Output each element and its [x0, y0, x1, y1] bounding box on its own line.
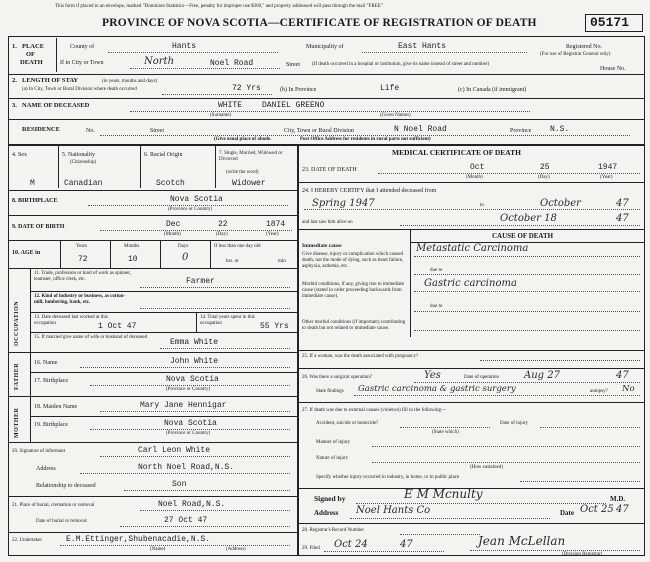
dob-day-caption: (Day) — [216, 232, 228, 237]
burial-date-label: Date of burial or removal — [36, 519, 87, 524]
attended-to: October — [540, 198, 581, 209]
deceased-num: 3. — [12, 102, 17, 109]
undertaker-value: E.M.Ettinger,Shubenacadie,N.S. — [66, 535, 211, 544]
father-side-label: FATHER — [14, 362, 20, 390]
trade-value: Farmer — [186, 277, 215, 286]
death-year: 1947 — [598, 163, 618, 172]
marital-label: 7. Single, Married, Widowed or Divorced — [219, 151, 283, 162]
mother-birthplace-label: 19. Birthplace — [34, 422, 68, 428]
op-date-label: Date of operation — [464, 375, 499, 380]
sex-label: 4. Sex — [12, 152, 27, 158]
stay-line-a: (a) In City, Town or Rural Division where death occurred — [22, 87, 137, 92]
age-days: 0 — [182, 252, 189, 263]
residence-note-left: (Give usual place of abode. — [214, 137, 272, 142]
place-label-2: OF — [26, 51, 36, 58]
surgery-value: Yes — [424, 370, 441, 381]
postal-notice: This form if placed in an envelope, marked "Dominion Statistics—Free, penalty for improper use $300," and property addressed will pass through the mail "FREE" — [55, 4, 383, 9]
place-note: (If death occurred in a hospital or institution, give its name instead of street and number) — [312, 62, 490, 67]
specify-label: Specify whether injury occurred in industry, in home, or in public place — [316, 475, 460, 480]
last-saw-year: 47 — [616, 213, 629, 224]
residence-province-value: N.S. — [550, 125, 570, 134]
informant-sig: Carl Leon White — [138, 446, 211, 455]
accident-label: Accident, suicide or homicide? — [316, 421, 379, 426]
undertaker-name-caption: (Name) — [150, 547, 166, 552]
surgery-label: 26. Was there a surgical operation? — [302, 375, 372, 380]
dob-label: 9. DATE OF BIRTH — [12, 224, 65, 230]
external-label: 27. If death was due to external causes (violence) fill in the following— — [302, 408, 446, 413]
municipality-value: East Hants — [398, 42, 447, 51]
age-years: 72 — [78, 255, 88, 264]
certificate-title: PROVINCE OF NOVA SCOTIA—CERTIFICATE OF REGISTRATION OF DEATH — [102, 17, 537, 29]
nature-note: (How sustained) — [470, 465, 503, 470]
age-hrs-label: hrs. or — [226, 259, 239, 264]
signer-address-label: Address — [314, 509, 339, 517]
county-value: Hants — [172, 42, 197, 51]
informant-relation: Son — [172, 480, 187, 489]
undertaker-label: 22. Undertaker — [12, 538, 42, 543]
father-birthplace-label: 17. Birthplace — [34, 378, 68, 384]
marital-value: Widower — [232, 179, 266, 188]
mother-side-label: MOTHER — [14, 407, 20, 438]
last-saw-label: and last saw him alive on — [302, 220, 353, 225]
father-name-label: 16. Name — [34, 360, 58, 366]
filed-year: 47 — [400, 539, 413, 550]
residence-city-label: City, Town or Rural Division — [284, 128, 354, 134]
registered-no-note: (For use of Registrar General only) — [540, 52, 611, 57]
attended-from: Spring 1947 — [312, 198, 375, 209]
signer-date: Oct 25 — [580, 504, 614, 515]
birthplace-label: 8. BIRTHPLACE — [12, 198, 58, 204]
father-birthplace-note: (Province or Country) — [166, 387, 211, 392]
residence-street-label: Street — [150, 128, 164, 134]
racial-value: Scotch — [156, 179, 185, 188]
informant-sig-label: 20. Signature of informant — [12, 449, 66, 454]
certificate-number: 05171 — [590, 15, 630, 30]
nationality-label: 5. Nationality — [62, 152, 95, 158]
birthplace-note: (Province or Country) — [168, 207, 213, 212]
manner-label: Manner of injury — [316, 440, 351, 445]
cause-heading: CAUSE OF DEATH — [492, 232, 554, 240]
certify-label: 24. I HEREBY CERTIFY that I attended deceased from — [302, 188, 437, 194]
father-birthplace: Nova Scotia — [166, 375, 219, 384]
registrar-signature: Jean McLellan — [478, 534, 566, 548]
total-years-label: 14. Total years spent in this occupation — [200, 315, 255, 326]
division-registrar-caption: (Division Registrar) — [562, 552, 603, 557]
signer-date-label: Date — [560, 509, 574, 517]
age-lessday-label: If less than one day old — [214, 244, 261, 249]
given-caption: (Given Names) — [380, 113, 411, 118]
street-value: Noel Road — [210, 59, 254, 68]
county-label: County of — [70, 44, 95, 50]
death-year-caption: (Year) — [600, 175, 613, 180]
filed-date: Oct 24 — [334, 539, 368, 550]
marital-note: (write the word) — [226, 170, 259, 175]
dob-month-caption: (Month) — [164, 232, 181, 237]
immediate-note: Give disease, injury or complication which caused death, not the mode of dying, such as heart failure, asphyxia, asthenia, etc. — [302, 252, 404, 269]
birthplace-value: Nova Scotia — [170, 195, 223, 204]
place-label-3: DEATH — [20, 59, 43, 66]
filed-label: 29. Filed — [302, 546, 320, 551]
op-year: 47 — [616, 370, 629, 381]
mother-maiden: Mary Jane Hennigar — [140, 401, 227, 410]
stay-label: LENGTH OF STAY — [22, 77, 79, 84]
spouse-value: Emma White — [170, 338, 219, 347]
other-label: Other morbid conditions (if important) contributing to death but not related to immediate cause. — [302, 320, 406, 331]
mother-birthplace-note: (Province or Country) — [166, 431, 211, 436]
death-date-label: 23. DATE OF DEATH — [302, 167, 357, 173]
op-date: Aug 27 — [524, 370, 560, 381]
deceased-given: DANIEL GREENO — [262, 101, 325, 110]
deceased-label: NAME OF DECEASED — [22, 102, 90, 109]
findings-label: State findings — [316, 389, 344, 394]
injury-date-label: Date of injury — [500, 421, 529, 426]
dob-year: 1874 — [266, 220, 286, 229]
attended-to-year: 47 — [616, 198, 629, 209]
total-years-value: 55 Yrs — [260, 322, 289, 331]
street-label: Street — [286, 62, 300, 68]
age-label: 10. AGE in — [12, 250, 41, 256]
residence-province-label: Province — [510, 128, 532, 134]
burial-place-label: 21. Place of burial, cremation or removal — [12, 503, 95, 508]
signed-by-value: E M Mcnulty — [404, 487, 483, 501]
spouse-label: 15. If married give name of wife or husband of deceased — [34, 335, 148, 340]
father-name: John White — [170, 357, 219, 366]
trade-label: 11. Trade, profession or kind of work as spinner, teamster, office clerk, etc. — [34, 271, 131, 282]
signer-address: Noel Hants Co — [356, 505, 431, 516]
city-label: If in City or Town — [60, 60, 104, 66]
age-years-label: Years — [76, 244, 88, 249]
death-day: 25 — [540, 163, 550, 172]
stay-canada-label: (c) In Canada (if immigrant) — [458, 87, 527, 93]
residence-no-label: No. — [86, 128, 95, 134]
due-to-label-2: due to — [430, 304, 443, 309]
place-label-1: PLACE — [22, 43, 45, 50]
registrar-record-label: 28. Registrar's Record Number — [302, 528, 364, 533]
residence-label: RESIDENCE — [22, 126, 60, 133]
last-worked-value: 1 Oct 47 — [98, 322, 137, 331]
burial-date: 27 Oct 47 — [164, 516, 208, 525]
age-months-label: Months — [124, 244, 140, 249]
md-label: M.D. — [610, 495, 626, 503]
mother-maiden-label: 18. Maiden Name — [34, 404, 78, 410]
house-no-label: House No. — [600, 66, 626, 72]
findings-value: Gastric carcinoma & gastric surgery — [358, 384, 516, 394]
last-worked-label: 13. Date deceased last worked at this occupation — [34, 315, 109, 326]
registered-no-label: Registered No. — [566, 44, 602, 50]
racial-label: 6. Racial Origin — [144, 152, 183, 158]
stay-province-label: (b) In Province — [280, 87, 317, 93]
autopsy-label: autopsy? — [590, 389, 608, 394]
undertaker-address-caption: (Address) — [226, 547, 246, 552]
accident-note: (State which) — [432, 430, 459, 435]
stay-label-note: (in years, months and days) — [102, 79, 158, 84]
municipality-label: Municipality of — [306, 44, 344, 50]
stay-province-value: Life — [380, 84, 400, 93]
informant-address-label: Address — [36, 466, 56, 472]
burial-place: Noel Road,N.S. — [158, 500, 226, 509]
attended-to-label: to — [480, 203, 484, 208]
due-to-label-1: due to — [430, 268, 443, 273]
age-months: 10 — [128, 255, 138, 264]
age-min-label: min — [278, 259, 286, 264]
residence-city-value: N Noel Road — [394, 125, 447, 134]
signer-year: 47 — [616, 504, 629, 515]
stay-num: 2. — [12, 77, 17, 84]
dob-day: 22 — [218, 220, 228, 229]
death-month-caption: (Month) — [466, 175, 483, 180]
death-month: Oct — [470, 163, 485, 172]
nationality-note: (Citizenship) — [70, 160, 97, 165]
occupation-side-label: OCCUPATION — [14, 300, 20, 346]
pregnancy-label: 25. If a woman, was the death associated with pregnancy? — [302, 354, 419, 359]
immediate-label: Immediate cause — [302, 243, 342, 249]
medical-heading: MEDICAL CERTIFICATE OF DEATH — [392, 148, 521, 157]
stay-value: 72 Yrs — [232, 84, 261, 93]
residence-note-right: Post Office Address for residents in rural parts not sufficient) — [300, 137, 431, 142]
morbid-value: Gastric carcinoma — [424, 278, 517, 289]
mother-birthplace: Nova Scotia — [164, 419, 217, 428]
industry-label: 12. Kind of industry or business, as cotton-mill, lumbering, bank, etc. — [34, 294, 126, 305]
informant-address: North Noel Road,N.S. — [138, 463, 235, 472]
immediate-value: Metastatic Carcinoma — [416, 243, 529, 254]
nature-label: Nature of injury — [316, 456, 349, 461]
informant-relation-label: Relationship to deceased — [36, 483, 96, 489]
dob-year-caption: (Year) — [266, 232, 279, 237]
place-num: 1. — [12, 43, 17, 50]
last-saw: October 18 — [500, 213, 557, 224]
nationality-value: Canadian — [64, 179, 103, 188]
surname-caption: (Surname) — [210, 113, 232, 118]
death-day-caption: (Day) — [538, 175, 550, 180]
deceased-surname: WHITE — [218, 101, 243, 110]
signed-by-label: Signed by — [314, 494, 346, 503]
city-value: North — [144, 56, 175, 67]
dob-month: Dec — [166, 220, 181, 229]
sex-value: M — [30, 179, 35, 188]
morbid-label: Morbid conditions, if any, giving rise to immediate cause (stated in order proceeding backwards from immediate cause). — [302, 282, 405, 299]
age-days-label: Days — [178, 244, 189, 249]
autopsy-value: No — [622, 384, 635, 394]
